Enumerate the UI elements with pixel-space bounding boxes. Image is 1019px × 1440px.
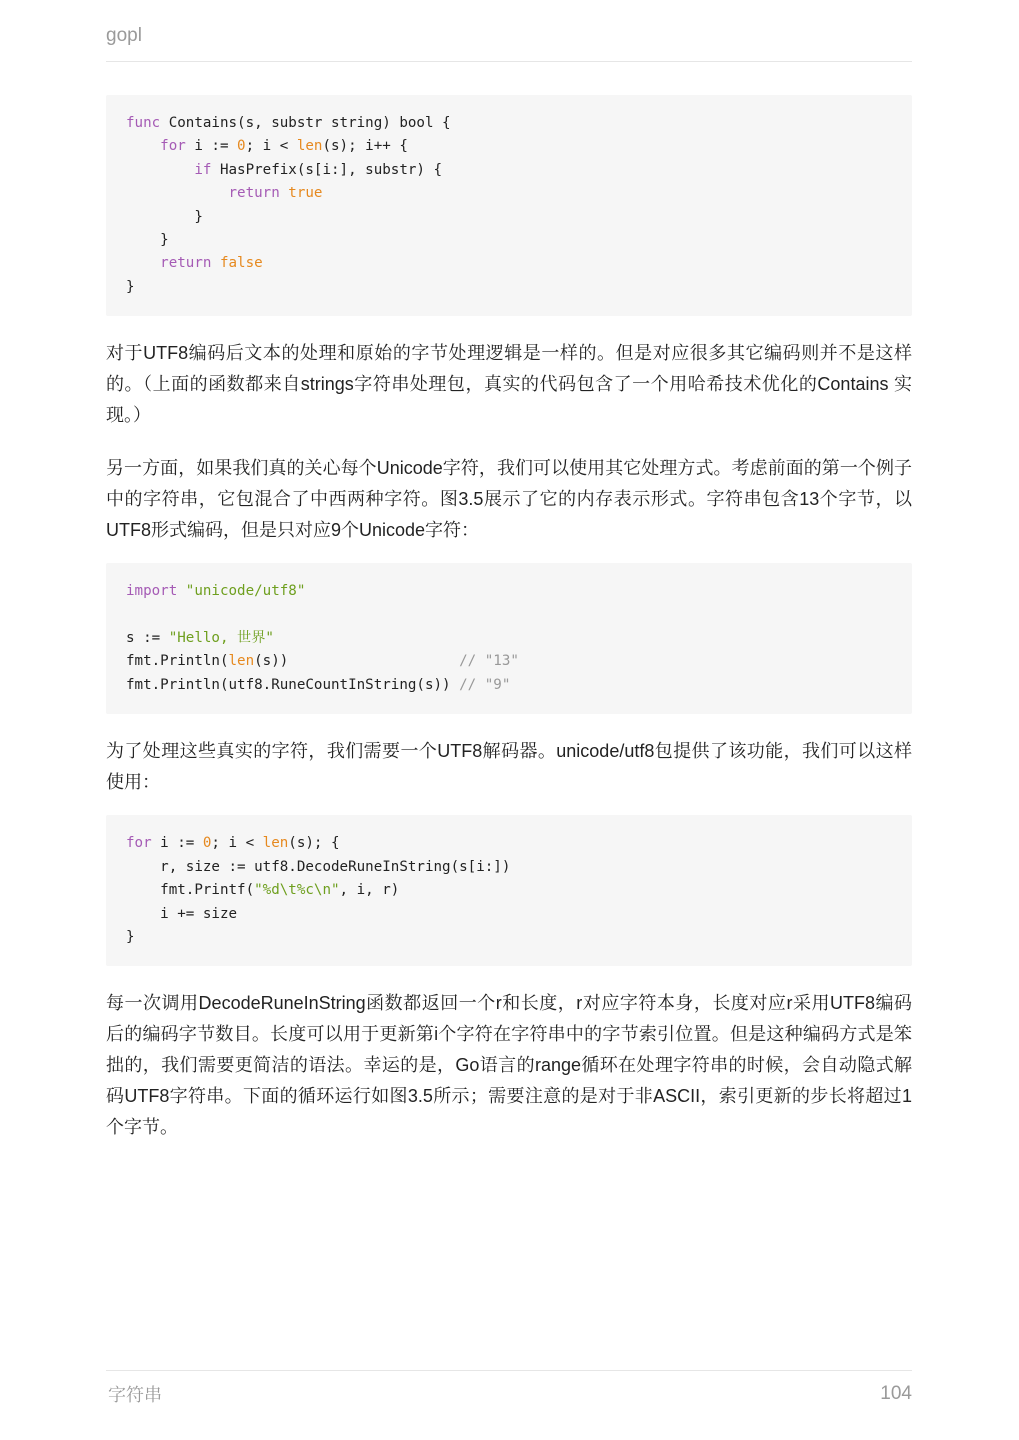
- code-line: [126, 650, 892, 673]
- code-text: }: [126, 232, 169, 249]
- code-text: [126, 185, 229, 201]
- code-string: "unicode/utf8": [185, 583, 306, 600]
- code-text: HasPrefix(s[i:], substr) {: [211, 161, 443, 178]
- code-keyword: for: [126, 835, 152, 852]
- code-text: [280, 185, 289, 201]
- code-comment: // "9": [459, 676, 511, 693]
- code-text: (s); i++ {: [322, 138, 408, 155]
- code-literal: true: [288, 185, 323, 202]
- code-keyword: return: [228, 185, 280, 202]
- code-string: "%d\t%c\n": [254, 882, 340, 899]
- code-line: [126, 674, 892, 697]
- code-text: r, size := utf8.DecodeRuneInString(s[i:]): [126, 858, 511, 875]
- code-text: [177, 583, 186, 599]
- paragraph-utf8-processing: 对于UTF8编码后文本的处理和原始的字节处理逻辑是一样的。但是对应很多其它编码则并不是这样的。（上面的函数都来自strings字符串处理包，真实的代码包含了一个用哈希技术优化的Contains 实现。）: [106, 343, 912, 426]
- code-text: [126, 255, 160, 271]
- code-builtin: len: [262, 835, 289, 852]
- code-block-rune-count: [106, 563, 912, 714]
- code-comment: // "13": [459, 653, 519, 670]
- code-text: i :=: [151, 835, 203, 852]
- code-text: Contains(s, substr string) bool {: [160, 115, 451, 131]
- code-keyword: if: [194, 161, 212, 178]
- code-text: }: [126, 928, 135, 945]
- code-literal: false: [219, 255, 263, 272]
- code-line: [126, 580, 892, 603]
- code-text: }: [126, 278, 135, 295]
- code-keyword: for: [160, 138, 186, 155]
- code-literal: 0: [237, 138, 246, 155]
- code-line: [126, 903, 892, 926]
- code-keyword: func: [126, 115, 161, 131]
- paragraph-decode-rune: 每一次调用DecodeRuneInString函数都返回一个r和长度，r对应字符本身，长度对应r采用UTF8编码后的编码字节数目。长度可以用于更新第i个字符在字符串中的字节索引位置。但是这种编码方式是笨拙的，我们需要更简洁的语法。幸运的是，Go语言的range循环在处理字符串的时候，会自动隐式解码UTF8字符串。下面的循环运行如图3.5所示；需要注意的是对于非ASCII，索引更新的步长将超过1个字节。: [106, 993, 912, 1138]
- code-line: [126, 112, 892, 135]
- code-line: [126, 926, 892, 949]
- page-header: [106, 24, 912, 62]
- code-text: i :=: [185, 138, 238, 155]
- code-text: i += size: [126, 905, 238, 922]
- page-content: [106, 95, 912, 1143]
- code-string: "Hello, 世界": [168, 630, 274, 647]
- code-builtin: len: [228, 653, 255, 670]
- code-text: }: [126, 208, 203, 225]
- code-text: [211, 255, 220, 271]
- code-text: fmt.Printf(: [126, 882, 255, 899]
- code-literal: 0: [202, 835, 212, 852]
- code-line: [126, 182, 892, 205]
- code-block-decode-loop: [106, 815, 912, 966]
- code-keyword: import: [126, 583, 178, 600]
- code-line: [126, 627, 892, 650]
- code-line: [126, 879, 892, 902]
- code-text: [126, 138, 160, 154]
- code-text: (s)): [254, 653, 460, 670]
- code-text: s :=: [126, 630, 169, 647]
- paragraph-utf8-decoder: 为了处理这些真实的字符，我们需要一个UTF8解码器。unicode/utf8包提供了该功能，我们可以这样使用：: [106, 741, 912, 793]
- code-line: [126, 276, 892, 299]
- code-text: , i, r): [339, 882, 400, 899]
- code-text: (s); {: [288, 835, 340, 852]
- code-line: [126, 229, 892, 252]
- code-text: fmt.Println(utf8.RuneCountInString(s)): [126, 676, 460, 693]
- code-line: [126, 832, 892, 855]
- code-line: [126, 252, 892, 275]
- paragraph-unicode-chars: 另一方面，如果我们真的关心每个Unicode字符，我们可以使用其它处理方式。考虑前面的第一个例子中的字符串，它包混合了中西两种字符。图3.5展示了它的内存表示形式。字符串包含13个字节，以UTF8形式编码，但是只对应9个Unicode字符：: [106, 458, 912, 541]
- page-footer: [106, 1370, 912, 1421]
- code-line: [126, 206, 892, 229]
- code-line: [126, 604, 892, 627]
- code-keyword: return: [160, 255, 212, 272]
- code-line: [126, 856, 892, 879]
- code-line: [126, 159, 892, 182]
- code-builtin: len: [296, 138, 323, 155]
- code-block-contains: [106, 95, 912, 316]
- code-text: [126, 162, 194, 178]
- book-title: gopl: [106, 25, 142, 46]
- code-text: ; i <: [245, 138, 297, 155]
- chapter-name: 字符串: [108, 1385, 162, 1405]
- code-text: fmt.Println(: [126, 653, 229, 670]
- code-line: [126, 135, 892, 158]
- page-number: 104: [880, 1383, 912, 1404]
- code-text: ; i <: [211, 835, 263, 852]
